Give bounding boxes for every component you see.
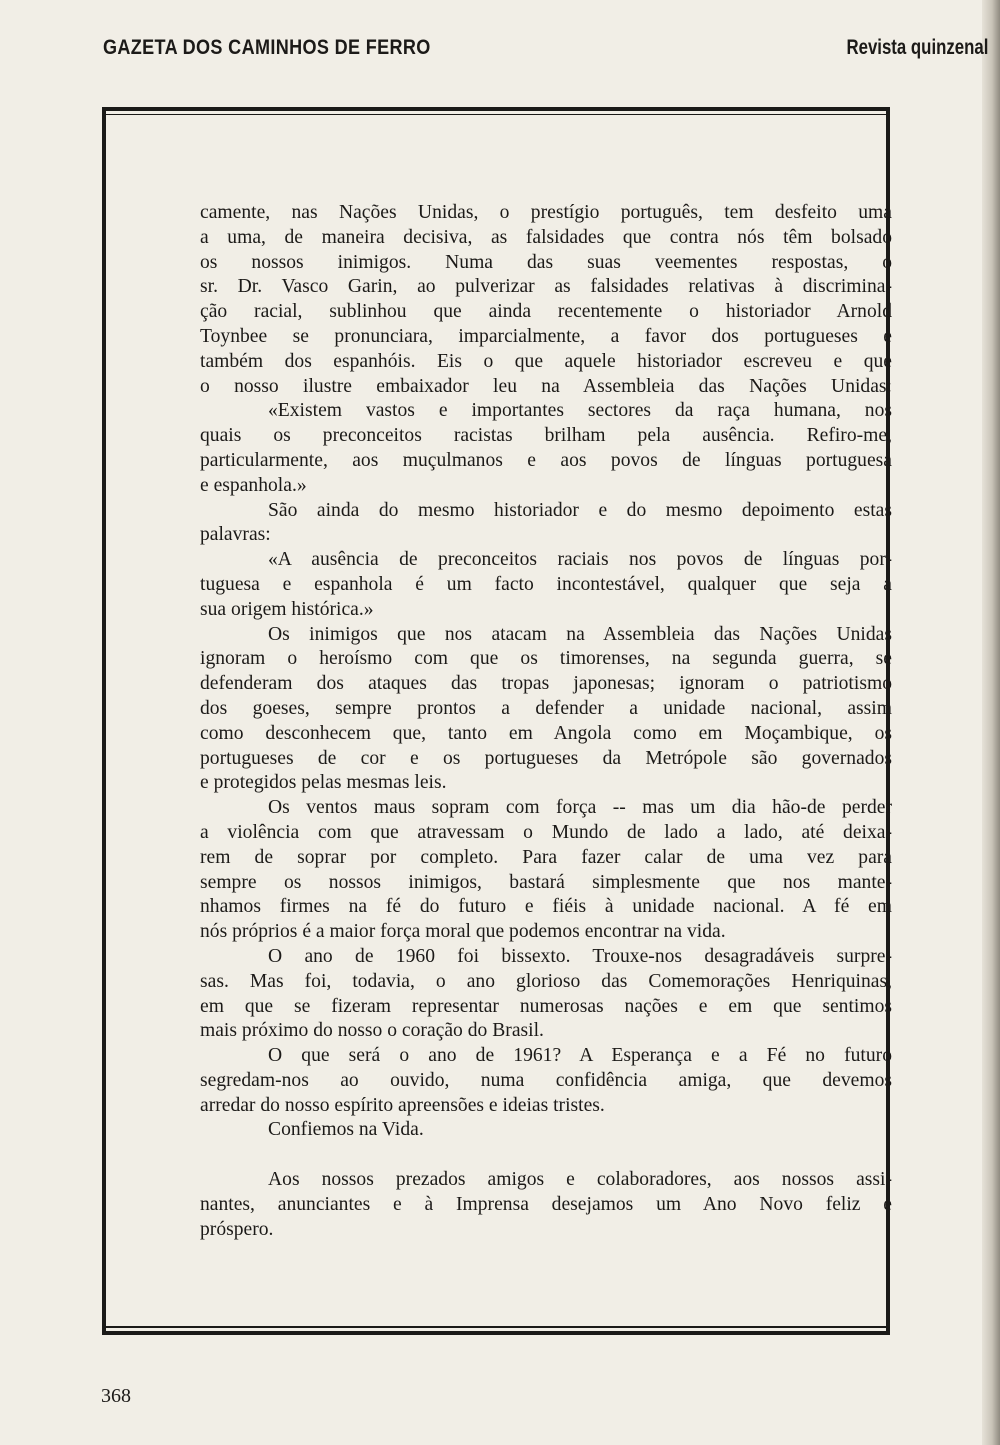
- text-line: São ainda do mesmo historiador e do mesmo depoimento estas: [268, 499, 892, 521]
- text-line: como desconhecem que, tanto em Angola como em Moçambique, os: [200, 722, 892, 744]
- text-line: mais próximo do nosso o coração do Brasil.: [200, 1020, 544, 1042]
- text-line: Os ventos maus sopram com força -- mas um dia hão-de perder: [268, 797, 892, 819]
- text-line: defenderam dos ataques das tropas japonesas; ignoram o patriotismo: [200, 673, 892, 695]
- text-line: a uma, de maneira decisiva, as falsidades que contra nós têm bolsado: [200, 226, 892, 248]
- text-line: ção racial, sublinhou que ainda recentemente o historiador Arnold: [200, 301, 892, 323]
- text-line: próspero.: [200, 1218, 274, 1240]
- text-line: o nosso ilustre embaixador leu na Assembleia das Nações Unidas:: [200, 375, 892, 397]
- text-line: camente, nas Nações Unidas, o prestígio português, tem desfeito uma: [200, 202, 892, 223]
- journal-title: GAZETA DOS CAMINHOS DE FERRO: [103, 36, 431, 59]
- text-line: arredar do nosso espírito apreensões e ideias tristes.: [200, 1094, 605, 1116]
- page-number: 368: [101, 1385, 131, 1407]
- text-line: nós próprios é a maior força moral que podemos encontrar na vida.: [200, 921, 726, 943]
- text-line: em que se fizeram representar numerosas nações e em que sentimos: [200, 995, 892, 1017]
- page-gutter-shadow: [982, 0, 1000, 1445]
- text-line: portugueses de cor e os portugueses da Metrópole são governados: [200, 747, 892, 769]
- text-line: ignoram o heroísmo com que os timorenses, na segunda guerra, se: [200, 648, 892, 670]
- text-line: sr. Dr. Vasco Garin, ao pulverizar as falsidades relativas à discrimina-: [200, 276, 892, 298]
- text-line: Confiemos na Vida.: [268, 1119, 424, 1141]
- text-line: sua origem histórica.»: [200, 598, 374, 620]
- text-line: sempre os nossos inimigos, bastará simplesmente que nos mante-: [200, 871, 892, 893]
- text-line: também dos espanhóis. Eis o que aquele historiador escreveu e que: [200, 350, 892, 372]
- article-body: [200, 201, 892, 1242]
- text-line: palavras:: [200, 524, 271, 546]
- text-line: nhamos firmes na fé do futuro e fiéis à unidade nacional. A fé em: [200, 896, 892, 918]
- text-line: nantes, anunciantes e à Imprensa desejamos um Ano Novo feliz e: [200, 1193, 892, 1215]
- text-line: «Existem vastos e importantes sectores da raça humana, nos: [268, 400, 892, 422]
- text-line: e espanhola.»: [200, 474, 307, 496]
- text-line: rem de soprar por completo. Para fazer calar de uma vez para: [200, 846, 892, 868]
- text-line: quais os preconceitos racistas brilham pela ausência. Refiro-me,: [200, 425, 892, 447]
- text-line: dos goeses, sempre prontos a defender a unidade nacional, assim: [200, 697, 892, 719]
- text-line: O ano de 1960 foi bissexto. Trouxe-nos desagradáveis surpre-: [268, 945, 892, 967]
- text-line: tuguesa e espanhola é um facto incontestável, qualquer que seja a: [200, 573, 892, 595]
- text-line: Aos nossos prezados amigos e colaboradores, aos nossos assi-: [268, 1169, 892, 1191]
- text-line: Os inimigos que nos atacam na Assembleia das Nações Unidas: [268, 623, 892, 645]
- text-line: Toynbee se pronunciara, imparcialmente, a favor dos portugueses e: [200, 325, 892, 347]
- text-line: a violência com que atravessam o Mundo de lado a lado, até deixa-: [200, 821, 892, 843]
- text-line: segredam-nos ao ouvido, numa confidência amiga, que devemos: [200, 1069, 892, 1091]
- text-line: sas. Mas foi, todavia, o ano glorioso das Comemorações Henriquinas,: [200, 970, 892, 992]
- text-line: particularmente, aos muçulmanos e aos povos de línguas portuguesa: [200, 449, 892, 471]
- paragraph-gap: [200, 1143, 892, 1168]
- text-line: «A ausência de preconceitos raciais nos povos de línguas por-: [268, 549, 892, 571]
- text-line: O que será o ano de 1961? A Esperança e a Fé no futuro: [268, 1045, 892, 1067]
- text-line: os nossos inimigos. Numa das suas veementes respostas, o: [200, 251, 892, 273]
- journal-subtitle: Revista quinzenal: [846, 36, 988, 59]
- text-line: e protegidos pelas mesmas leis.: [200, 772, 447, 794]
